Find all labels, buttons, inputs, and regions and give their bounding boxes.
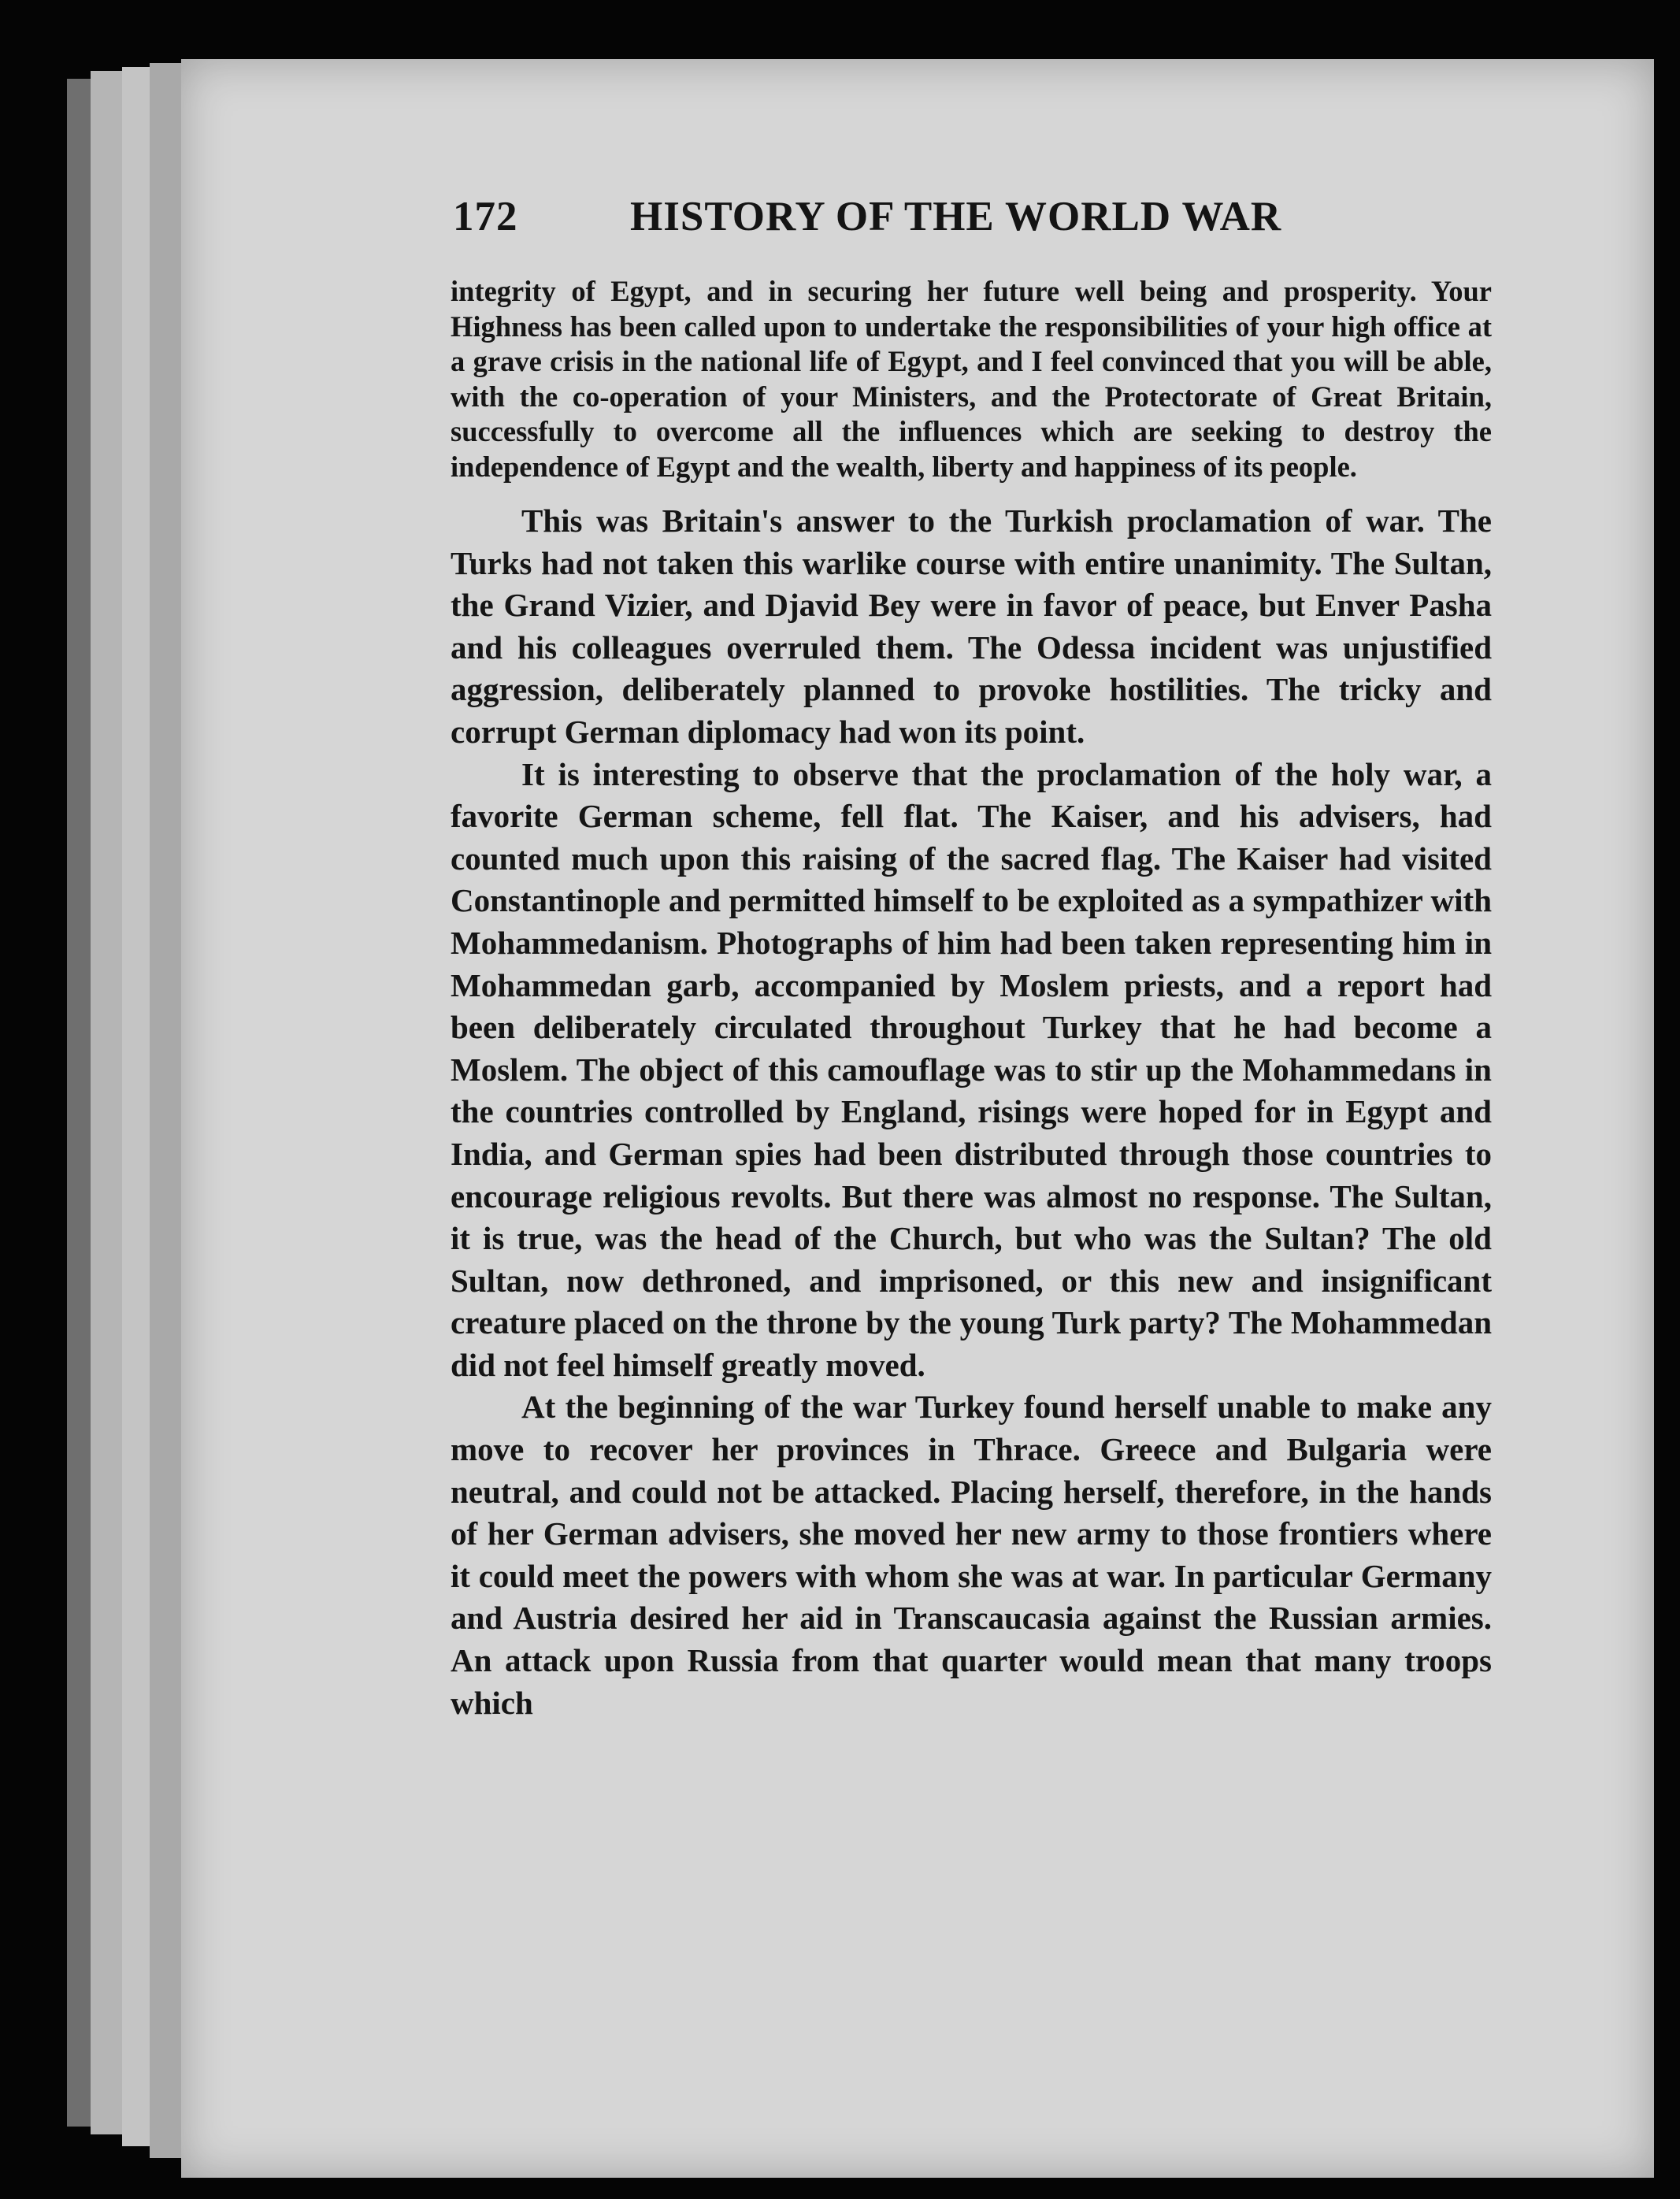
page-edge xyxy=(150,63,181,2158)
page-edge xyxy=(67,79,91,2127)
page-number: 172 xyxy=(453,194,518,239)
letter-excerpt: integrity of Egypt, and in securing her future well being and prosperity. Your Highness has been called upon to undertake the responsibilities of your high office at a grave crisis in the national life of Egypt, and I feel convinced that you will be able, with the co-operation of your Ministers, and the Protectorate of Great Britain, successfully to overcome all the influences which are seeking to destroy the independence of Egypt and the wealth, liberty and happiness of its people. xyxy=(451,275,1492,483)
paragraph: It is interesting to observe that the proclamation of the holy war, a favorite German scheme, fell flat. The Kaiser, and his advisers, had counted much upon this raising of the sacred flag. The Kaiser had visited Constantinople and permitted himself to be exploited as a sympathizer with Mohammedanism. Photographs of him had been taken representing him in Mohammedan garb, accompanied by Moslem priests, and a report had been deliberately circulated throughout Turkey that he had become a Moslem. The object of this camouflage was to stir up the Mohammedans in the countries controlled by England, risings were hoped for in Egypt and India, and German spies had been distributed through those countries to encourage religious revolts. But there was almost no response. The Sultan, it is true, was the head of the Church, but who was the Sultan? The old Sultan, now dethroned, and imprisoned, or this new and insignificant creature placed on the throne by the young Turk party? The Mohammedan did not feel himself greatly moved. xyxy=(451,755,1492,1383)
paragraph: At the beginning of the war Turkey found herself unable to make any move to recover her provinces in Thrace. Greece and Bulgaria were neutral, and could not be attacked. Placing herself, therefore, in the hands of her German advisers, she moved her new army to those frontiers where it could meet the powers with whom she was at war. In particular Germany and Austria desired her aid in Transcaucasia against the Russian armies. An attack upon Russia from that quarter would mean that many troops which xyxy=(451,1389,1492,1721)
paragraph: This was Britain's answer to the Turkish proclamation of war. The Turks had not taken this warlike course with entire unanimity. The Sultan, the Grand Vizier, and Djavid Bey were in favor of peace, but Enver Pasha and his colleagues overruled them. The Odessa incident was unjustified aggression, deliberately planned to provoke hostilities. The tricky and corrupt German diplomacy had won its point. xyxy=(451,502,1492,750)
page-body xyxy=(451,274,1492,1724)
page-edge xyxy=(91,71,122,2134)
running-title: HISTORY OF THE WORLD WAR xyxy=(630,194,1282,239)
page-header xyxy=(453,193,1319,248)
page-edge xyxy=(122,67,150,2146)
